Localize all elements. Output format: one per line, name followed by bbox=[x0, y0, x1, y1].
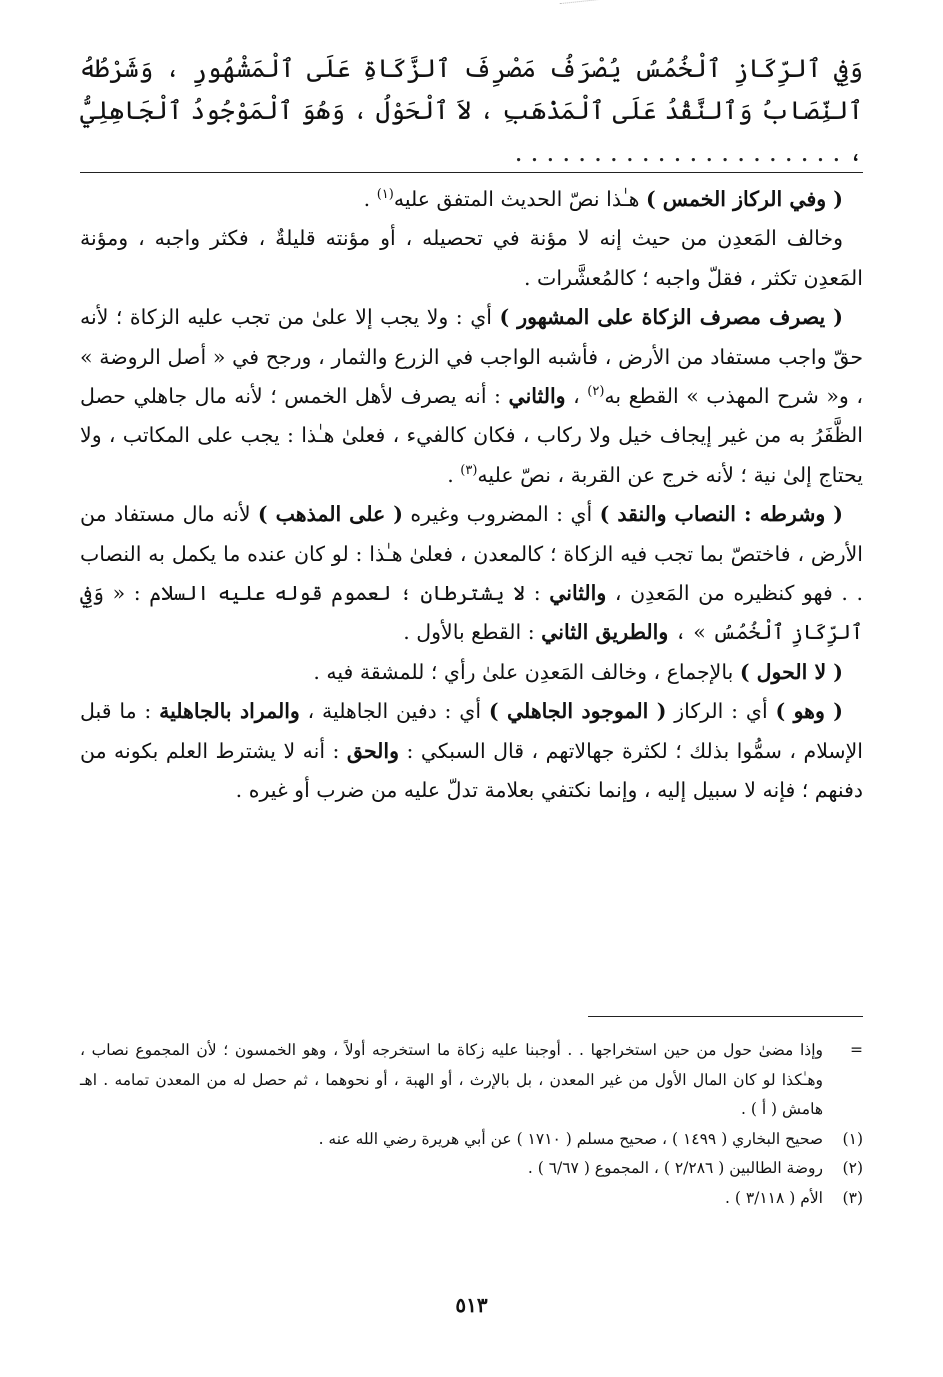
footnote-text: روضة الطالبين ( ٢/٢٨٦ ) ، المجموع ( ٦/٦٧ ) . bbox=[527, 1159, 823, 1177]
footnote-ref-3[interactable]: (٣) bbox=[460, 463, 478, 479]
matn-text bbox=[80, 48, 863, 174]
paragraph-text: لأنه مال مستفاد من الأرض ، فاختصّ بما تجب فيه الزكاة ؛ كالمعدن ، فعلىٰ هـٰذا : لو كان عنده ما يكمل به النصاب . . فهو كنظيره من المَعدِن ، bbox=[80, 502, 863, 606]
footnote-marker: = bbox=[850, 1041, 863, 1059]
scan-artifact bbox=[560, 0, 621, 12]
sharh-paragraph-6 bbox=[80, 692, 863, 810]
paragraph-text: . bbox=[363, 187, 377, 211]
paragraph-text: بالإجماع ، وخالف المَعدِن علىٰ رأي ؛ للمشقة فيه . bbox=[313, 659, 740, 684]
sharh-paragraph-5 bbox=[80, 653, 863, 692]
quoted-matn: ( وشرطه : النصاب والنقد ) bbox=[599, 502, 843, 527]
paragraph-text: : أنه لا يشترط العلم بكونه من دفنهم ؛ فإنه لا سبيل إليه ، وإنما نكتفي بعلامة تدلّ عليه من ضرب أو غيره . bbox=[80, 738, 863, 803]
bold-term: والطريق الثاني bbox=[541, 620, 669, 645]
paragraph-text: . bbox=[447, 462, 461, 487]
paragraph-text: : القطع بالأول . bbox=[403, 620, 542, 645]
footnote-separator bbox=[588, 1016, 863, 1017]
sharh-paragraph-1 bbox=[80, 180, 863, 219]
footnote-text: صحيح البخاري ( ١٤٩٩ ) ، صحيح مسلم ( ١٧١٠ ) عن أبي هريرة رضي الله عنه . bbox=[318, 1129, 823, 1148]
bold-term: والمراد بالجاهلية bbox=[159, 699, 300, 724]
quoted-matn: ( الموجود الجاهلي ) bbox=[488, 699, 667, 724]
quoted-matn: ( يصرف مصرف الزكاة على المشهور ) bbox=[499, 305, 843, 330]
footnote-continued bbox=[80, 1036, 863, 1125]
footnote-ref-1[interactable]: (١) bbox=[376, 187, 394, 203]
paragraph-text: : لا يشترطان ؛ لعموم قوله عليه السلام : « وَفِي ٱلرِّكَازِ ٱلْخُمُسُ » ، bbox=[80, 581, 863, 645]
sharh-paragraph-3 bbox=[80, 298, 863, 495]
footnote-marker: (٣) bbox=[842, 1188, 863, 1207]
footnote-3 bbox=[80, 1184, 863, 1214]
bold-term: والثاني bbox=[508, 384, 566, 409]
quoted-matn: ( على المذهب ) bbox=[257, 502, 403, 527]
paragraph-text: أي : الركاز bbox=[666, 699, 776, 724]
matn-separator bbox=[80, 172, 863, 173]
footnote-2 bbox=[80, 1154, 863, 1184]
paragraph-text: أي : دفين الجاهلية ، bbox=[299, 699, 489, 724]
matn-body: وَفِي ٱلرِّكَازِ ٱلْخُمُسُ يُصْرَفُ مَصْرِفَ ٱلزَّكَاةِ عَلَى ٱلْمَشْهُورِ ، وَشَرْطُهُ ٱلنِّصَابُ وَٱلنَّقْدُ عَلَى ٱلْمَذْهَبِ ، لاَ ٱلْحَوْلُ ، وَهُوَ ٱلْمَوْجُودُ ٱلْجَاهِلِيُّ ، bbox=[80, 54, 863, 167]
footnotes bbox=[80, 1036, 863, 1213]
matn-dots: . . . . . . . . . . . . . . . . . . . . . bbox=[514, 138, 841, 167]
footnote-text: وإذا مضىٰ حول من حين استخراجها . . أوجبنا عليه زكاة ما استخرجه أولاً ، وهو الخمسون ؛ لأن المجموع نصاب ، وهـٰكذا لو كان المال الأول من غير المعدن ، بل بالإرث ، أو الهبة ، أو نحوهما ، ثم حصل له من المعدن تمامه . اهـ هامش ( أ ) . bbox=[80, 1041, 823, 1118]
sharh-commentary bbox=[80, 180, 863, 811]
page-number: ٥١٣ bbox=[455, 1293, 488, 1317]
paragraph-text: أي : المضروب وغيره bbox=[403, 502, 600, 527]
footnote-marker: (١) bbox=[842, 1129, 863, 1148]
paragraph-text: : ما قبل الإسلام ، سمُّوا بذلك ؛ لكثرة جهالاتهم ، قال السبكي : bbox=[80, 699, 863, 763]
bold-term: والحق bbox=[346, 738, 400, 763]
quoted-matn: ( وهو ) bbox=[775, 699, 844, 724]
quoted-matn: ( وفي الركاز الخمس ) bbox=[645, 187, 843, 211]
footnote-ref-2[interactable]: (٢) bbox=[587, 384, 605, 400]
sharh-paragraph-2: وخالف المَعدِن من حيث إنه لا مؤنة في تحصيله ، أو مؤنته قليلةٌ ، فكثر واجبه ، ومؤنة المَعدِن تكثر ، فقلّ واجبه ؛ كالمُعشَّرات . bbox=[80, 226, 863, 290]
paragraph-text: أي : ولا يجب إلا علىٰ من تجب عليه الزكاة ؛ لأنه حقّ واجب مستفاد من الأرض ، فأشبه الواجب في الزرع والثمار ، ورجح في « أصل الروضة » ، و« شرح المهذب » القطع به bbox=[80, 305, 863, 409]
quoted-matn: ( لا الحول ) bbox=[739, 659, 843, 684]
paragraph-text: هـٰذا نصّ الحديث المتفق عليه bbox=[393, 187, 646, 211]
footnote-text: الأم ( ٣/١١٨ ) . bbox=[724, 1188, 823, 1207]
bold-term: والثاني bbox=[549, 581, 607, 606]
footnote-marker: (٢) bbox=[842, 1159, 863, 1177]
paragraph-text: ، bbox=[565, 384, 588, 409]
footnote-1 bbox=[80, 1125, 863, 1155]
sharh-paragraph-4 bbox=[80, 495, 863, 653]
paragraph-text: : أنه يصرف لأهل الخمس ؛ لأنه مال جاهلي حصل الظَّفَرُ به من غير إيجاف خيل ولا ركاب ، فكان كالفيء ، فعلىٰ هـٰذا : يجب على المكاتب ، ولا يحتاج إلىٰ نية ؛ لأنه خرج عن القربة ، نصّ عليه bbox=[80, 384, 863, 487]
